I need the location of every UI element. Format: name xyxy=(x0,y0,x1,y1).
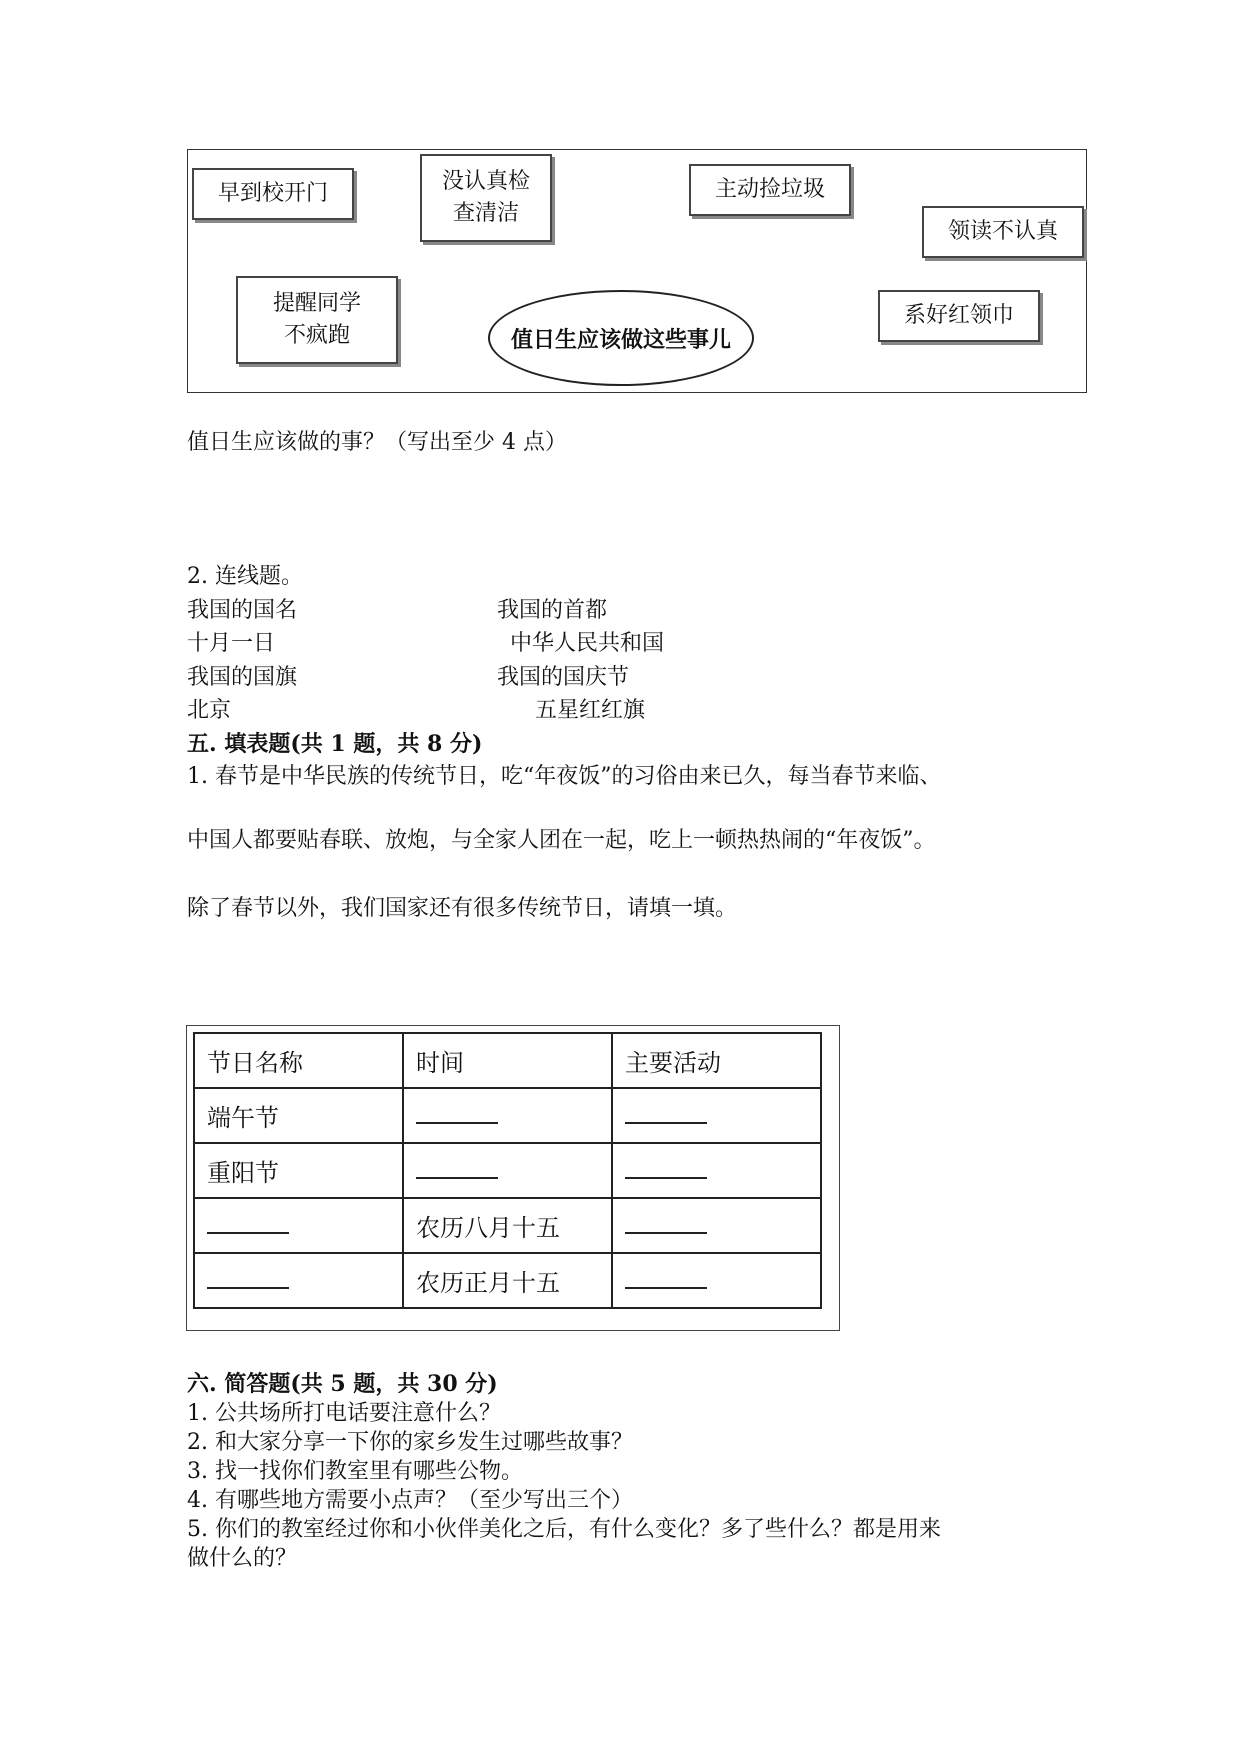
section5-para-3: 除了春节以外，我们国家还有很多传统节日，请填一填。 xyxy=(187,896,738,921)
question-5-cont: 做什么的？ xyxy=(187,1546,298,1571)
table-header-cell: 时间 xyxy=(403,1033,612,1088)
table-header-cell: 节日名称 xyxy=(194,1033,403,1088)
table-cell: 重阳节 xyxy=(194,1143,403,1198)
q-duty: 值日生应该做的事？（写出至少 4 点） xyxy=(187,430,567,455)
question-2: 2. 和大家分享一下你的家乡发生过哪些故事？ xyxy=(187,1430,633,1455)
festival-table xyxy=(193,1032,822,1309)
fill-blank-line[interactable] xyxy=(207,1267,289,1289)
table-cell: 端午节 xyxy=(194,1088,403,1143)
match-right-1: 我国的首都 xyxy=(497,598,608,623)
figure-box-red-scarf: 系好红领巾 xyxy=(878,290,1040,342)
fill-blank-line[interactable] xyxy=(416,1102,498,1124)
match-right-2: 中华人民共和国 xyxy=(510,631,665,656)
figure-box-lead-reading: 领读不认真 xyxy=(922,206,1084,258)
matching-title: 2. 连线题。 xyxy=(187,564,303,589)
question-5: 5. 你们的教室经过你和小伙伴美化之后，有什么变化？多了些什么？都是用来 xyxy=(187,1517,941,1542)
fill-blank-line[interactable] xyxy=(416,1157,498,1179)
table-cell: 农历八月十五 xyxy=(403,1198,612,1253)
figure-box-pick-trash: 主动捡垃圾 xyxy=(689,164,851,216)
section5-heading: 五. 填表题(共 1 题，共 8 分) xyxy=(187,731,483,757)
table-row xyxy=(194,1253,821,1308)
table-cell-blank[interactable] xyxy=(612,1198,821,1253)
section5-para-2: 中国人都要贴春联、放炮，与全家人团在一起，吃上一顿热热闹的“年夜饭”。 xyxy=(187,828,936,853)
section6-heading: 六. 简答题(共 5 题，共 30 分) xyxy=(187,1371,498,1397)
section5-para-1: 1. 春节是中华民族的传统节日，吃“年夜饭”的习俗由来已久，每当春节来临、 xyxy=(187,764,942,789)
table-row xyxy=(194,1198,821,1253)
fill-blank-line[interactable] xyxy=(207,1212,289,1234)
match-right-3: 我国的国庆节 xyxy=(497,665,630,690)
match-left-1: 我国的国名 xyxy=(187,598,298,623)
table-cell-blank[interactable] xyxy=(612,1143,821,1198)
match-left-2: 十月一日 xyxy=(187,631,276,656)
table-header-cell: 主要活动 xyxy=(612,1033,821,1088)
table-row xyxy=(194,1088,821,1143)
table-cell-blank[interactable] xyxy=(194,1198,403,1253)
match-left-3: 我国的国旗 xyxy=(187,665,298,690)
match-left-4: 北京 xyxy=(187,698,232,723)
table-cell-blank[interactable] xyxy=(612,1253,821,1308)
figure-box-remind: 提醒同学 不疯跑 xyxy=(236,276,398,364)
table-row xyxy=(194,1143,821,1198)
question-4: 4. 有哪些地方需要小点声？（至少写出三个） xyxy=(187,1488,633,1513)
question-1: 1. 公共场所打电话要注意什么？ xyxy=(187,1401,501,1426)
fill-blank-line[interactable] xyxy=(625,1267,707,1289)
figure-center-oval: 值日生应该做这些事儿 xyxy=(488,290,754,386)
table-cell-blank[interactable] xyxy=(403,1143,612,1198)
duty-figure xyxy=(187,149,1087,393)
figure-box-no-check: 没认真检 查清洁 xyxy=(420,154,552,242)
fill-blank-line[interactable] xyxy=(625,1212,707,1234)
table-cell: 农历正月十五 xyxy=(403,1253,612,1308)
match-right-4: 五星红红旗 xyxy=(535,698,646,723)
festival-table-frame xyxy=(186,1025,840,1331)
question-3: 3. 找一找你们教室里有哪些公物。 xyxy=(187,1459,523,1484)
table-cell-blank[interactable] xyxy=(194,1253,403,1308)
fill-blank-line[interactable] xyxy=(625,1157,707,1179)
figure-box-open-door: 早到校开门 xyxy=(192,168,354,220)
table-cell-blank[interactable] xyxy=(403,1088,612,1143)
table-header-row xyxy=(194,1033,821,1088)
fill-blank-line[interactable] xyxy=(625,1102,707,1124)
table-cell-blank[interactable] xyxy=(612,1088,821,1143)
